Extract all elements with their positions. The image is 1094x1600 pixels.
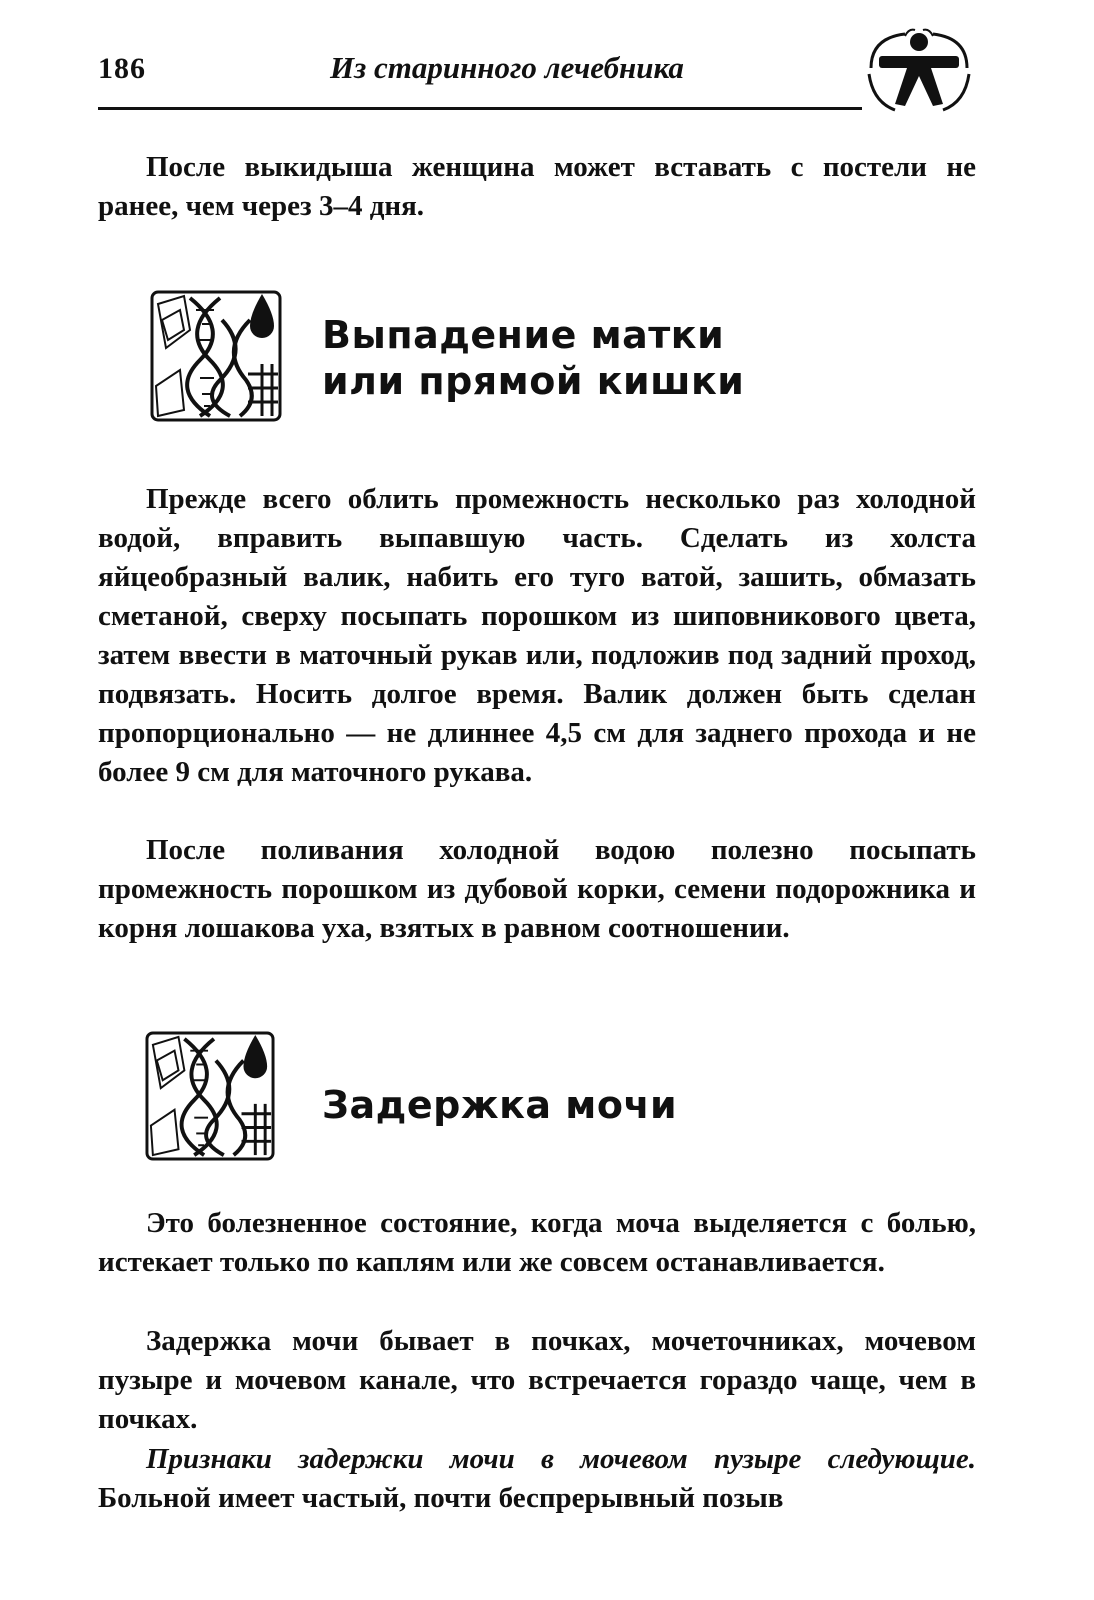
section-heading-line1: Выпадение матки — [322, 313, 725, 357]
section-heading-line2: или прямой кишки — [322, 359, 745, 403]
paragraph: Задержка мочи бывает в почках, мочеточниках, мочевом пузыре и мочевом канале, что встречается гораздо чаще, чем в почках. — [98, 1325, 976, 1435]
dna-drop-emblem-icon — [145, 1031, 275, 1161]
intro-paragraph: После выкидыша женщина может вставать с постели не ранее, чем через 3–4 дня. — [98, 151, 976, 222]
page-number: 186 — [98, 52, 146, 85]
paragraph: Это болезненное состояние, когда моча выделяется с болью, истекает только по каплям или же совсем останавливается. — [98, 1207, 976, 1278]
running-title: Из старинного лечебника — [330, 50, 684, 85]
paragraph: Прежде всего облить промежность несколько раз холодной водой, вправить выпавшую часть. Сделать из холста яйцеобразный валик, набить его туго ватой, зашить, обмазать сметаной, сверху посыпать порошком из шиповникового цвета, затем ввести в маточный рукав или, подложив под задний проход, подвязать. Носить долгое время. Валик должен быть сделан пропорционально — не длиннее 4,5 см для заднего прохода и не более 9 см для маточного рукава. — [98, 483, 976, 788]
paragraph-rest: Больной имеет частый, почти беспрерывный позыв — [98, 1482, 784, 1514]
running-figure-logo-icon — [857, 24, 981, 116]
dna-drop-emblem-icon — [150, 290, 282, 422]
paragraph-with-italic-lead — [98, 1440, 976, 1518]
paragraph: После поливания холодной водою полезно посыпать промежность порошком из дубовой корки, семени подорожника и корня лошакова уха, взятых в равном соотношении. — [98, 834, 976, 944]
header-rule — [98, 107, 862, 110]
italic-lead: Признаки задержки мочи в мочевом пузыре следующие. — [146, 1443, 976, 1475]
section-heading-prolapse — [322, 312, 744, 404]
section-heading-urine-retention: Задержка мочи — [322, 1083, 678, 1127]
